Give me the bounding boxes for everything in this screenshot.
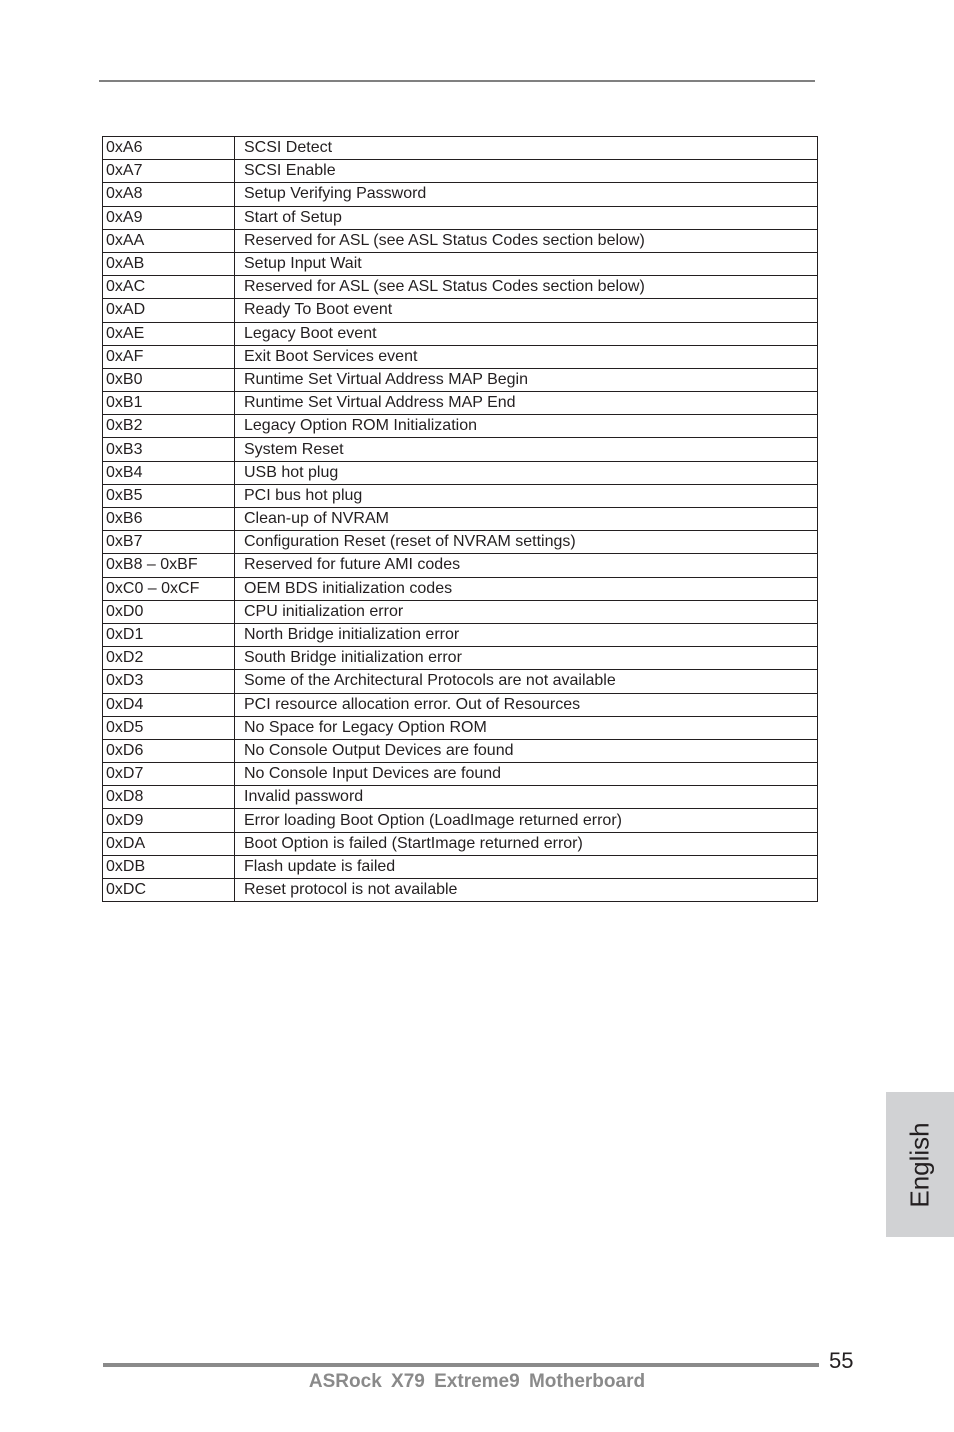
code-cell: 0xD8 <box>103 786 235 809</box>
description-cell: CPU initialization error <box>235 600 818 623</box>
table-row <box>103 415 818 438</box>
description-cell: North Bridge initialization error <box>235 623 818 646</box>
table-row <box>103 392 818 415</box>
description-cell: Legacy Boot event <box>235 322 818 345</box>
table-row <box>103 137 818 160</box>
table-row <box>103 299 818 322</box>
table-row <box>103 206 818 229</box>
description-cell: No Console Input Devices are found <box>235 763 818 786</box>
description-cell: Flash update is failed <box>235 855 818 878</box>
top-rule <box>99 80 815 82</box>
table-row <box>103 786 818 809</box>
table-row <box>103 252 818 275</box>
description-cell: Boot Option is failed (StartImage returned error) <box>235 832 818 855</box>
table-row <box>103 554 818 577</box>
code-cell: 0xAA <box>103 229 235 252</box>
description-cell: Runtime Set Virtual Address MAP Begin <box>235 368 818 391</box>
description-cell: Reset protocol is not available <box>235 879 818 902</box>
table-row <box>103 832 818 855</box>
code-cell: 0xAE <box>103 322 235 345</box>
code-cell: 0xD5 <box>103 716 235 739</box>
code-cell: 0xB2 <box>103 415 235 438</box>
code-cell: 0xAB <box>103 252 235 275</box>
description-cell: Ready To Boot event <box>235 299 818 322</box>
description-cell: Reserved for ASL (see ASL Status Codes section below) <box>235 276 818 299</box>
code-cell: 0xDA <box>103 832 235 855</box>
bottom-rule <box>103 1363 819 1367</box>
post-code-table <box>102 136 818 902</box>
code-cell: 0xD7 <box>103 763 235 786</box>
code-cell: 0xA6 <box>103 137 235 160</box>
code-cell: 0xD4 <box>103 693 235 716</box>
code-cell: 0xD3 <box>103 670 235 693</box>
code-cell: 0xC0 – 0xCF <box>103 577 235 600</box>
description-cell: Reserved for ASL (see ASL Status Codes section below) <box>235 229 818 252</box>
table-row <box>103 276 818 299</box>
description-cell: Invalid password <box>235 786 818 809</box>
description-cell: Runtime Set Virtual Address MAP End <box>235 392 818 415</box>
table-row <box>103 508 818 531</box>
table-row <box>103 879 818 902</box>
code-cell: 0xDC <box>103 879 235 902</box>
code-cell: 0xD1 <box>103 623 235 646</box>
description-cell: SCSI Enable <box>235 160 818 183</box>
language-tab-label: English <box>904 1121 935 1208</box>
footer-title: ASRock X79 Extreme9 Motherboard <box>308 1371 646 1392</box>
table-row <box>103 160 818 183</box>
table-row <box>103 438 818 461</box>
table-row <box>103 345 818 368</box>
table-row <box>103 461 818 484</box>
description-cell: PCI bus hot plug <box>235 484 818 507</box>
code-cell: 0xAD <box>103 299 235 322</box>
code-cell: 0xB3 <box>103 438 235 461</box>
code-cell: 0xB1 <box>103 392 235 415</box>
code-cell: 0xB8 – 0xBF <box>103 554 235 577</box>
table-row <box>103 484 818 507</box>
code-cell: 0xAC <box>103 276 235 299</box>
post-code-table-body <box>103 137 818 902</box>
code-cell: 0xB4 <box>103 461 235 484</box>
table-row <box>103 855 818 878</box>
table-row <box>103 716 818 739</box>
table-row <box>103 229 818 252</box>
code-cell: 0xB0 <box>103 368 235 391</box>
description-cell: Setup Verifying Password <box>235 183 818 206</box>
code-cell: 0xB6 <box>103 508 235 531</box>
description-cell: Error loading Boot Option (LoadImage returned error) <box>235 809 818 832</box>
table-row <box>103 739 818 762</box>
code-cell: 0xA8 <box>103 183 235 206</box>
description-cell: Start of Setup <box>235 206 818 229</box>
table-row <box>103 809 818 832</box>
description-cell: South Bridge initialization error <box>235 647 818 670</box>
table-row <box>103 647 818 670</box>
description-cell: Setup Input Wait <box>235 252 818 275</box>
description-cell: No Console Output Devices are found <box>235 739 818 762</box>
table-row <box>103 693 818 716</box>
description-cell: Some of the Architectural Protocols are not available <box>235 670 818 693</box>
description-cell: USB hot plug <box>235 461 818 484</box>
code-cell: 0xD0 <box>103 600 235 623</box>
description-cell: Exit Boot Services event <box>235 345 818 368</box>
table-row <box>103 577 818 600</box>
table-row <box>103 623 818 646</box>
code-cell: 0xB5 <box>103 484 235 507</box>
description-cell: Legacy Option ROM Initialization <box>235 415 818 438</box>
table-row <box>103 531 818 554</box>
table-row <box>103 670 818 693</box>
table-row <box>103 322 818 345</box>
description-cell: Reserved for future AMI codes <box>235 554 818 577</box>
description-cell: OEM BDS initialization codes <box>235 577 818 600</box>
code-cell: 0xDB <box>103 855 235 878</box>
table-row <box>103 368 818 391</box>
code-cell: 0xD2 <box>103 647 235 670</box>
language-tab <box>886 1092 954 1237</box>
description-cell: No Space for Legacy Option ROM <box>235 716 818 739</box>
table-row <box>103 600 818 623</box>
code-cell: 0xD9 <box>103 809 235 832</box>
description-cell: PCI resource allocation error. Out of Resources <box>235 693 818 716</box>
code-cell: 0xB7 <box>103 531 235 554</box>
table-row <box>103 183 818 206</box>
code-cell: 0xD6 <box>103 739 235 762</box>
code-cell: 0xA7 <box>103 160 235 183</box>
description-cell: Configuration Reset (reset of NVRAM settings) <box>235 531 818 554</box>
page-number: 55 <box>829 1348 854 1373</box>
description-cell: SCSI Detect <box>235 137 818 160</box>
description-cell: Clean-up of NVRAM <box>235 508 818 531</box>
code-cell: 0xAF <box>103 345 235 368</box>
code-cell: 0xA9 <box>103 206 235 229</box>
description-cell: System Reset <box>235 438 818 461</box>
table-row <box>103 763 818 786</box>
